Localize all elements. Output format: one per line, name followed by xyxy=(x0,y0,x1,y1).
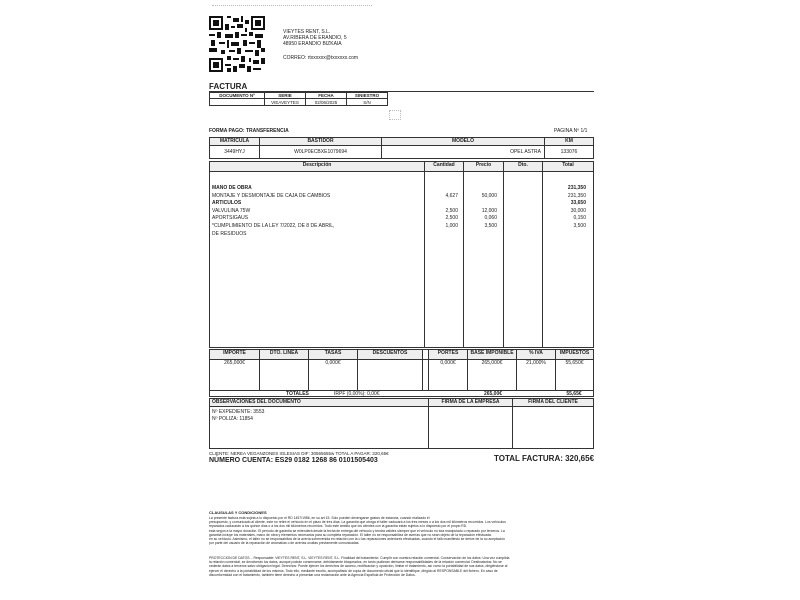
discounts-value xyxy=(358,360,423,390)
item-description: MONTAJE Y DESMONTAJE DE CAJA DE CAMBIOS xyxy=(212,192,331,199)
item-description: ARTICULOS xyxy=(212,200,242,207)
item-rows xyxy=(210,172,593,238)
privacy-line: cederán datos a terceros salvo obligación legal. Derechos: Puede ejercer los derechos de acceso, rectificación y oposición, limitar el tratamiento, así como la portabilidad de sus datos, dirigiéndose al xyxy=(209,564,508,569)
item-total: 3,500 xyxy=(573,222,586,229)
item-price xyxy=(460,200,499,208)
payment-method: FORMA PAGO: TRANSFERENCIA xyxy=(209,128,289,134)
qr-code-icon xyxy=(209,16,265,72)
item-discount xyxy=(499,215,538,223)
page-number: PAGINA Nº 1/1 xyxy=(554,128,588,134)
col-quantity: Cantidad xyxy=(425,162,464,171)
item-quantity: 4,627 xyxy=(445,192,458,199)
company-city: 48950 ERANDIO BIZKAIA xyxy=(283,41,342,47)
company-email: CORREO: rtxxxxxx@txxxxxx.com xyxy=(283,55,359,61)
item-total: 231,350 xyxy=(567,185,586,191)
totals-base: 265,00€ xyxy=(483,391,503,397)
item-price xyxy=(460,185,499,193)
company-signature-label: FIRMA DE LA EMPRESA xyxy=(429,399,512,407)
item-discount xyxy=(499,208,538,216)
claim-value: S/N xyxy=(363,100,371,105)
clause-line: La presente factura está sujeta a lo dispuesto por el RD 1457/1986, en su art 15. Solo pueden devengarse gastos de estancia, cuando realizado el xyxy=(209,516,430,520)
irpf-value: IRPF (0,00%): 0,00€ xyxy=(334,391,380,397)
item-row xyxy=(210,223,593,231)
item-quantity: 1,000 xyxy=(445,222,458,229)
document-header-table xyxy=(209,92,388,106)
model-label: MODELO xyxy=(382,138,544,146)
taxes-label: IMPUESTOS xyxy=(559,350,590,356)
fees-value: 0,000€ xyxy=(309,360,358,390)
amount-value: 265,000€ xyxy=(210,360,260,390)
items-table xyxy=(209,161,594,348)
item-discount xyxy=(499,231,538,239)
date-value: 02/06/2025 xyxy=(314,100,338,105)
item-discount xyxy=(499,185,538,193)
item-total xyxy=(538,231,588,239)
series-value: VIEAVEYTES xyxy=(271,100,299,105)
tax-base-label: BASE IMPONIBLE xyxy=(468,350,517,359)
clauses-title: CLAUSULAS Y CONDICIONES xyxy=(209,510,267,515)
items-header xyxy=(210,162,593,172)
plate-label: MATRICULA xyxy=(210,138,259,146)
item-row xyxy=(210,215,593,223)
company-address: AV.RIBERA DE ERANDIO, 5 xyxy=(283,35,347,41)
scan-mark xyxy=(389,110,401,120)
observation-line: Nº EXPEDIENTE: 3553 xyxy=(212,409,265,415)
item-row xyxy=(210,208,593,216)
item-quantity xyxy=(422,231,460,239)
doc-number-label: DOCUMENTO Nº xyxy=(210,93,264,99)
model-value: OPEL ASTRA xyxy=(510,149,541,155)
clause-line: presupuesto, y comunicado al cliente, este no retire el vehículo en el plazo de tres días. La garantía que otorga el taller caducará a los tres meses o a los dos mil kilómetros recorridos. Los vehículos xyxy=(209,520,506,525)
clause-line: reparados caducarán a los quince días o a los dos mil kilómetros recorridos. Todo este ámbito que los clientes con la garantía están sujetos a lo dispuesto por el propio RD. xyxy=(209,524,468,529)
item-quantity xyxy=(422,185,460,193)
shipping-value: 0,000€ xyxy=(429,360,468,390)
col-price: Precio xyxy=(464,162,504,171)
item-row xyxy=(210,185,593,193)
date-label: FECHA xyxy=(306,93,346,99)
invoice-total: TOTAL FACTURA: 320,65€ xyxy=(494,454,595,463)
item-price: 0,060 xyxy=(484,215,497,222)
observations-title: OBSERVACIONES DEL DOCUMENTO xyxy=(210,399,428,407)
item-description: MANO DE OBRA xyxy=(212,185,252,191)
col-line xyxy=(542,171,543,348)
clause-line: esta según a la mayor duración. El período de garantía se entenderá desde la fecha de entrega del vehículo y tendrá validez siempre que el vehículo no sea manipulado o reparado por terceros. La xyxy=(209,528,505,533)
totals-tax: 55,65€ xyxy=(566,391,582,397)
plate-value: 3449HYJ xyxy=(224,149,245,155)
item-description: APORTSIGAUS xyxy=(212,215,249,222)
privacy-text xyxy=(209,556,594,577)
col-discount: Dto. xyxy=(504,162,543,171)
col-description: Descripción xyxy=(210,162,425,171)
vin-value: W0LP0ECBXE1079694 xyxy=(294,149,347,155)
item-price: 3,500 xyxy=(484,222,497,229)
privacy-line: ejercer el derecho a la portabilidad de los mismos. Todo ello, mediante escrito, acompañado de copia de documento oficial que lo identifique, dirigido al RESPONSABLE del fichero. En caso de xyxy=(209,568,498,573)
privacy-line: la relación comercial, se devolverán los datos, aunque podrán conservarse, debidamente bloqueados, en tanto pudieran derivarse responsabilidades de la relación comercial. Destinatarios: No se xyxy=(209,560,502,565)
company-name: VIEYTES RENT, S.L. xyxy=(283,29,331,35)
item-row xyxy=(210,231,593,239)
vin-label: BASTIDOR xyxy=(260,138,381,146)
item-total: 231,350 xyxy=(567,192,586,199)
clause-line: en su vehículo. Asimismo, el taller no se responsabiliza de la avería sobrevenida en relación con la o las reparaciones anteriores efectuadas, cuando el fallo manifiesto se derive de la no aceptación xyxy=(209,537,505,542)
clause-line: garantía incluye los materiales, mano de obra y elementos necesarios para su completa reparación. El taller no se responsabiliza de averías que no sean objeto de la reparación efectuada. xyxy=(209,532,492,537)
vat-rate-value: 21,000% xyxy=(517,360,556,390)
observation-line: Nº POLIZA: 11854 xyxy=(212,416,253,422)
item-row xyxy=(210,193,593,201)
item-price xyxy=(460,231,499,239)
item-price: 12,000 xyxy=(481,207,497,214)
line-discount-value xyxy=(260,360,309,390)
item-discount xyxy=(499,193,538,201)
shipping-label: PORTES xyxy=(429,350,468,359)
claim-label: SINIESTRO xyxy=(347,93,387,99)
item-description: VALVULINA 75W xyxy=(212,207,251,214)
top-scan-line xyxy=(212,5,372,7)
line-discount-label: DTO. LINEA xyxy=(260,350,309,359)
summary-table xyxy=(209,349,594,397)
account-number: NÚMERO CUENTA: ES29 0182 1268 86 0101505403 xyxy=(209,457,378,464)
item-quantity xyxy=(422,200,460,208)
series-label: SERIE xyxy=(265,93,305,99)
client-signature-label: FIRMA DEL CLIENTE xyxy=(513,399,593,407)
col-line xyxy=(503,171,504,348)
item-total: 30,000 xyxy=(570,207,586,214)
discounts-label: DESCUENTOS xyxy=(358,350,423,359)
item-discount xyxy=(499,200,538,208)
item-description: *CUMPLIMIENTO DE LA LEY 7/2022, DE 8 DE ABRIL, xyxy=(212,222,335,229)
client-line: CLIENTE: NEREA VEGANZONES IGLESIAS DIF: 30565655w TOTAL A PAGAR: 320,65€ xyxy=(209,451,389,456)
col-line xyxy=(463,171,464,348)
fees-label: TASAS xyxy=(309,350,358,359)
vehicle-table xyxy=(209,137,594,159)
amount-label: IMPORTE xyxy=(210,350,260,359)
item-total: 0,150 xyxy=(573,215,586,222)
observations-box xyxy=(209,398,594,449)
item-quantity: 2,500 xyxy=(445,207,458,214)
item-description: DE RESIDUOS xyxy=(212,230,247,237)
item-price: 50,000 xyxy=(481,192,497,199)
item-row xyxy=(210,200,593,208)
totals-label: TOTALES xyxy=(286,391,309,397)
privacy-line: PROTECCION DE DATOS. - Responsable: VIEYTES RENT, S.L. VIEYTES RENT, S.L. Finalidad del tratamiento: Cumplir con nuestra relación comercial. Conservación de los datos: Una vez cumplida xyxy=(209,556,510,560)
item-total: 33,650 xyxy=(570,200,586,207)
vat-rate-label: % IVA xyxy=(517,350,556,359)
item-quantity: 2,500 xyxy=(445,215,458,222)
clause-line: por parte del usuario de la reparación de anomalías o de averías ocultas previamente comunicadas. xyxy=(209,541,360,546)
taxes-value: 55,650€ xyxy=(565,360,584,366)
document-title: FACTURA xyxy=(209,82,248,91)
km-label: KM xyxy=(545,138,593,146)
col-total: Total xyxy=(562,162,574,168)
tax-base-value: 265,000€ xyxy=(468,360,517,390)
item-discount xyxy=(499,223,538,231)
km-value: 133076 xyxy=(560,149,578,155)
privacy-line: disconformidad con el tratamiento, también tiene derecho a presentar una reclamación ante la Agencia Española de Protección de Datos. xyxy=(209,572,416,577)
clauses-text xyxy=(209,516,594,545)
col-line xyxy=(424,171,425,348)
